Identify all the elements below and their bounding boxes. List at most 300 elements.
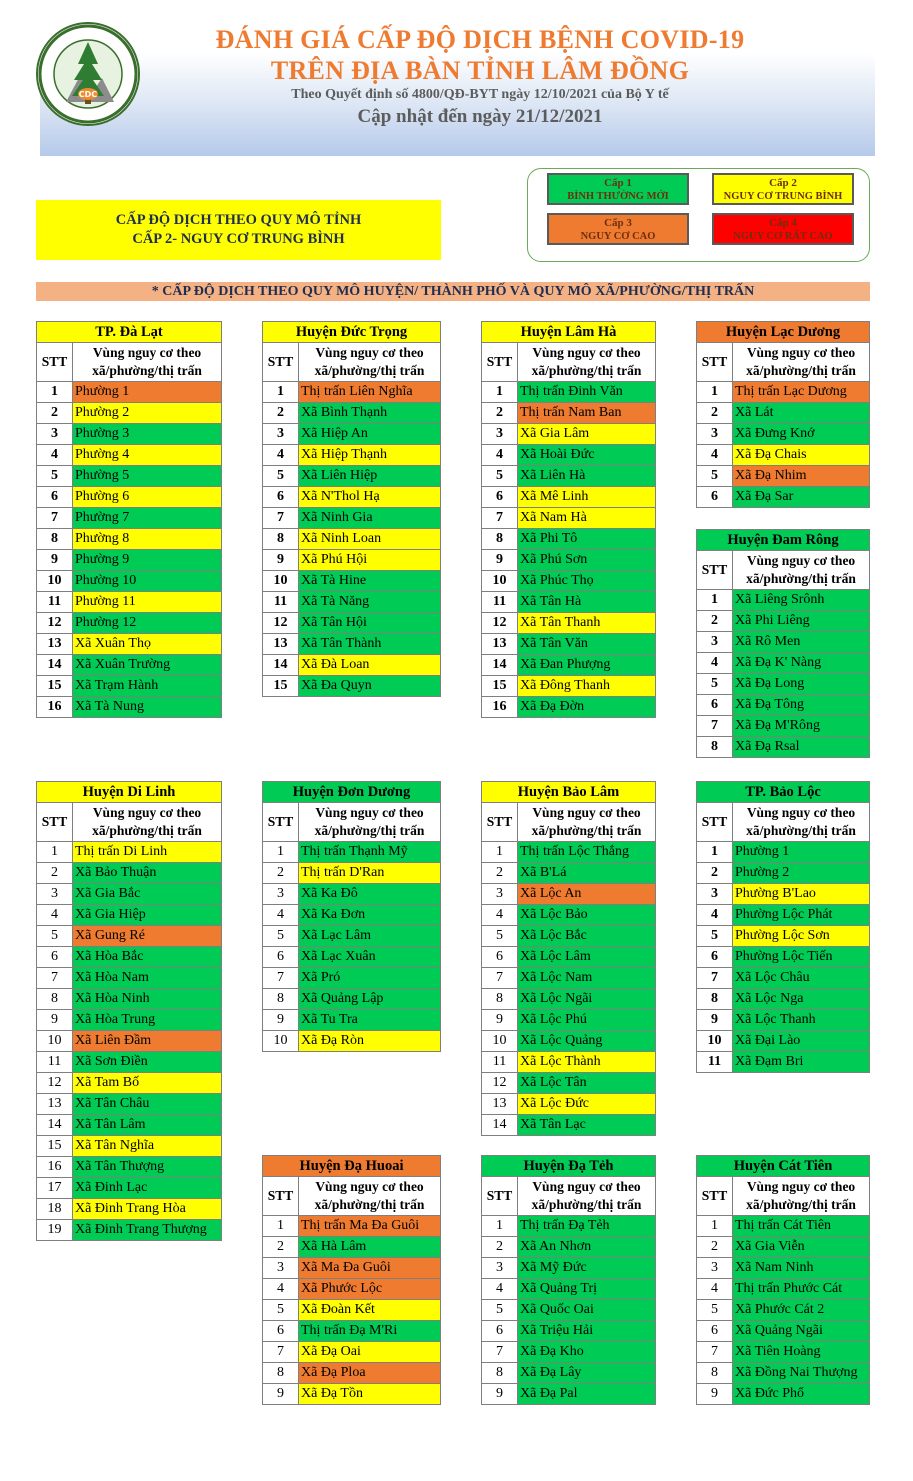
row-number: 3	[482, 424, 518, 445]
row-number: 8	[482, 529, 518, 550]
table-row	[697, 989, 870, 1010]
row-number: 15	[37, 1136, 73, 1157]
district-1-table	[36, 321, 222, 718]
commune-name: Xã Gung Ré	[73, 926, 222, 947]
table-row	[482, 1115, 656, 1136]
row-number: 2	[482, 1237, 518, 1258]
table-row	[263, 842, 441, 863]
commune-name: Xã Phước Cát 2	[733, 1300, 870, 1321]
table-row	[482, 863, 656, 884]
district-5-table	[696, 529, 870, 758]
row-number: 3	[482, 1258, 518, 1279]
stt-header: STT	[697, 803, 733, 842]
commune-name: Phường 9	[73, 550, 222, 571]
stt-header: STT	[263, 803, 299, 842]
table-row	[263, 926, 441, 947]
commune-name: Thị trấn D'Ran	[299, 863, 441, 884]
area-header	[518, 803, 656, 842]
row-number: 9	[482, 1384, 518, 1405]
table-row	[482, 1363, 656, 1384]
commune-name: Xã Lộc Tân	[518, 1073, 656, 1094]
commune-name: Xã Đông Thanh	[518, 676, 656, 697]
commune-name: Xã Phú Sơn	[518, 550, 656, 571]
district-3-name: Huyện Lâm Hà	[482, 322, 656, 343]
legend-level-4-desc: NGUY CƠ RẤT CAO	[733, 231, 833, 242]
district-11-table	[481, 1155, 656, 1405]
table-row	[697, 466, 870, 487]
row-number: 3	[697, 424, 733, 445]
commune-name: Xã Lộc Phú	[518, 1010, 656, 1031]
legend-level-1	[547, 173, 689, 205]
table-row	[697, 382, 870, 403]
table-row	[263, 905, 441, 926]
commune-name: Xã Hòa Bắc	[73, 947, 222, 968]
row-number: 15	[482, 676, 518, 697]
area-header-line-1: Vùng nguy cơ theo	[92, 345, 202, 360]
row-number: 11	[37, 1052, 73, 1073]
row-number: 6	[482, 1321, 518, 1342]
row-number: 5	[263, 1300, 299, 1321]
row-number: 11	[37, 592, 73, 613]
row-number: 8	[263, 1363, 299, 1384]
table-row	[482, 382, 656, 403]
row-number: 10	[482, 571, 518, 592]
stt-header: STT	[263, 343, 299, 382]
row-number: 5	[697, 674, 733, 695]
table-row	[263, 968, 441, 989]
row-number: 1	[482, 382, 518, 403]
row-number: 9	[697, 1010, 733, 1031]
row-number: 13	[37, 634, 73, 655]
area-header-line-1: Vùng nguy cơ theo	[746, 553, 856, 568]
row-number: 6	[697, 487, 733, 508]
commune-name: Xã Đạ Tông	[733, 695, 870, 716]
row-number: 14	[482, 1115, 518, 1136]
commune-name: Xã Liên Hiệp	[299, 466, 441, 487]
table-row	[697, 695, 870, 716]
commune-name: Xã Tân Văn	[518, 634, 656, 655]
commune-name: Xã Ka Đô	[299, 884, 441, 905]
table-row	[482, 1384, 656, 1405]
commune-name: Xã Đạ M'Rông	[733, 716, 870, 737]
commune-name: Xã Đạ Kho	[518, 1342, 656, 1363]
row-number: 4	[37, 905, 73, 926]
row-number: 14	[37, 655, 73, 676]
table-row	[697, 632, 870, 653]
commune-name: Xã An Nhơn	[518, 1237, 656, 1258]
row-number: 15	[37, 676, 73, 697]
table-row	[482, 613, 656, 634]
row-number: 2	[697, 611, 733, 632]
row-number: 6	[482, 487, 518, 508]
commune-name: Thị trấn Đạ M'Ri	[299, 1321, 441, 1342]
table-row	[482, 697, 656, 718]
row-number: 16	[482, 697, 518, 718]
stt-header: STT	[697, 1177, 733, 1216]
commune-name: Xã Ninh Loan	[299, 529, 441, 550]
commune-name: Xã Đa Quyn	[299, 676, 441, 697]
table-row	[37, 1220, 222, 1241]
table-row	[697, 716, 870, 737]
commune-name: Thị trấn Thạnh Mỹ	[299, 842, 441, 863]
row-number: 10	[37, 571, 73, 592]
legend-level-4-label: Cấp 4	[769, 217, 797, 229]
table-row	[697, 926, 870, 947]
stt-header: STT	[263, 1177, 299, 1216]
commune-name: Xã Hoài Đức	[518, 445, 656, 466]
stt-header: STT	[482, 343, 518, 382]
row-number: 8	[697, 737, 733, 758]
row-number: 12	[263, 613, 299, 634]
district-3-table	[481, 321, 656, 718]
table-row	[697, 1363, 870, 1384]
row-number: 7	[697, 1342, 733, 1363]
commune-name: Phường 6	[73, 487, 222, 508]
row-number: 2	[37, 863, 73, 884]
commune-name: Xã Lộc Đức	[518, 1094, 656, 1115]
commune-name: Xã Đoàn Kết	[299, 1300, 441, 1321]
table-row	[37, 863, 222, 884]
commune-name: Xã Xuân Thọ	[73, 634, 222, 655]
table-row	[263, 1363, 441, 1384]
table-row	[37, 571, 222, 592]
area-header-line-2: xã/phường/thị trấn	[92, 823, 202, 838]
row-number: 14	[482, 655, 518, 676]
area-header	[73, 343, 222, 382]
row-number: 11	[697, 1052, 733, 1073]
table-row	[697, 863, 870, 884]
row-number: 7	[697, 968, 733, 989]
commune-name: Phường Lộc Phát	[733, 905, 870, 926]
row-number: 6	[263, 947, 299, 968]
table-row	[482, 884, 656, 905]
row-number: 7	[263, 968, 299, 989]
table-row	[482, 676, 656, 697]
row-number: 3	[263, 1258, 299, 1279]
commune-name: Xã Bình Thạnh	[299, 403, 441, 424]
commune-name: Xã Phi Tô	[518, 529, 656, 550]
row-number: 6	[263, 487, 299, 508]
row-number: 8	[482, 989, 518, 1010]
commune-name: Xã Trạm Hành	[73, 676, 222, 697]
row-number: 7	[482, 1342, 518, 1363]
table-row	[482, 968, 656, 989]
table-row	[37, 842, 222, 863]
commune-name: Xã Nam Ninh	[733, 1258, 870, 1279]
cdc-logo	[36, 22, 140, 126]
row-number: 5	[697, 926, 733, 947]
commune-name: Thị trấn Ma Đa Guôi	[299, 1216, 441, 1237]
row-number: 1	[263, 1216, 299, 1237]
table-row	[37, 1010, 222, 1031]
table-row	[482, 403, 656, 424]
cdc-logo-icon	[38, 24, 138, 124]
table-row	[37, 613, 222, 634]
commune-name: Xã Lộc Bảo	[518, 905, 656, 926]
commune-name: Xã Đinh Trang Hòa	[73, 1199, 222, 1220]
commune-name: Xã Lát	[733, 403, 870, 424]
row-number: 4	[263, 905, 299, 926]
commune-name: Phường 12	[73, 613, 222, 634]
area-header	[518, 343, 656, 382]
area-header-line-2: xã/phường/thị trấn	[531, 363, 642, 378]
commune-name: Xã Lộc Ngãi	[518, 989, 656, 1010]
row-number: 4	[482, 905, 518, 926]
commune-name: Phường 2	[733, 863, 870, 884]
row-number: 1	[697, 382, 733, 403]
commune-name: Phường 2	[73, 403, 222, 424]
commune-name: Phường 1	[73, 382, 222, 403]
area-header-line-2: xã/phường/thị trấn	[314, 1197, 425, 1212]
row-number: 11	[482, 592, 518, 613]
area-header-line-1: Vùng nguy cơ theo	[532, 345, 641, 360]
commune-name: Xã Đà Loan	[299, 655, 441, 676]
table-row	[482, 1216, 656, 1237]
table-row	[37, 1031, 222, 1052]
row-number: 5	[263, 466, 299, 487]
commune-name: Xã Đạ Đờn	[518, 697, 656, 718]
commune-name: Xã Tân Thượng	[73, 1157, 222, 1178]
area-header-line-1: Vùng nguy cơ theo	[746, 1179, 856, 1194]
row-number: 1	[263, 842, 299, 863]
row-number: 13	[37, 1094, 73, 1115]
table-row	[37, 1115, 222, 1136]
table-row	[37, 529, 222, 550]
district-9-name: TP. Bảo Lộc	[697, 782, 870, 803]
commune-name: Xã Ma Đa Guôi	[299, 1258, 441, 1279]
table-row	[697, 947, 870, 968]
district-2-table	[262, 321, 441, 697]
row-number: 11	[482, 1052, 518, 1073]
table-row	[263, 863, 441, 884]
row-number: 3	[263, 424, 299, 445]
commune-name: Xã Đạm Bri	[733, 1052, 870, 1073]
area-header-line-1: Vùng nguy cơ theo	[746, 805, 856, 820]
commune-name: Xã Đức Phổ	[733, 1384, 870, 1405]
row-number: 17	[37, 1178, 73, 1199]
table-row	[482, 1094, 656, 1115]
table-row	[37, 989, 222, 1010]
commune-name: Thị trấn Phước Cát	[733, 1279, 870, 1300]
row-number: 16	[37, 697, 73, 718]
table-row	[37, 905, 222, 926]
row-number: 1	[37, 842, 73, 863]
row-number: 16	[37, 1157, 73, 1178]
row-number: 7	[37, 968, 73, 989]
commune-name: Xã Quảng Ngãi	[733, 1321, 870, 1342]
commune-name: Xã Mỹ Đức	[518, 1258, 656, 1279]
row-number: 13	[263, 634, 299, 655]
updated-date: Cập nhật đến ngày 21/12/2021	[357, 106, 603, 127]
row-number: 10	[482, 1031, 518, 1052]
commune-name: Xã Xuân Trường	[73, 655, 222, 676]
decision-text: Theo Quyết định số 4800/QĐ-BYT ngày 12/10/2021 của Bộ Y tế	[291, 87, 669, 102]
area-header-line-1: Vùng nguy cơ theo	[532, 805, 641, 820]
row-number: 4	[263, 445, 299, 466]
commune-name: Phường 4	[73, 445, 222, 466]
area-header	[733, 343, 870, 382]
legend-level-2-desc: NGUY CƠ TRUNG BÌNH	[723, 191, 843, 202]
commune-name: Xã Tân Thanh	[518, 613, 656, 634]
commune-name: Xã Đưng Knớ	[733, 424, 870, 445]
table-row	[263, 1031, 441, 1052]
district-9-table	[696, 781, 870, 1073]
commune-name: Xã Lộc Quảng	[518, 1031, 656, 1052]
row-number: 8	[697, 1363, 733, 1384]
table-row	[482, 445, 656, 466]
district-7-table	[262, 781, 441, 1052]
row-number: 15	[263, 676, 299, 697]
row-number: 9	[482, 1010, 518, 1031]
table-row	[37, 697, 222, 718]
table-row	[263, 403, 441, 424]
district-10-name: Huyện Đạ Huoai	[263, 1156, 441, 1177]
commune-name: Xã Đạ Nhim	[733, 466, 870, 487]
row-number: 3	[37, 424, 73, 445]
commune-name: Xã Hòa Trung	[73, 1010, 222, 1031]
table-row	[263, 382, 441, 403]
table-row	[482, 634, 656, 655]
row-number: 3	[697, 1258, 733, 1279]
table-row	[482, 842, 656, 863]
row-number: 7	[263, 1342, 299, 1363]
commune-name: Xã Lộc Nam	[518, 968, 656, 989]
area-header	[299, 1177, 441, 1216]
stt-header: STT	[697, 343, 733, 382]
commune-name: Thị trấn Đinh Văn	[518, 382, 656, 403]
row-number: 2	[482, 403, 518, 424]
commune-name: Xã Tân Châu	[73, 1094, 222, 1115]
commune-name: Xã Phúc Thọ	[518, 571, 656, 592]
commune-name: Xã Quốc Oai	[518, 1300, 656, 1321]
table-row	[482, 1052, 656, 1073]
row-number: 19	[37, 1220, 73, 1241]
commune-name: Xã Đạ Rsal	[733, 737, 870, 758]
commune-name: Xã Liêng Srônh	[733, 590, 870, 611]
commune-name: Xã Ninh Gia	[299, 508, 441, 529]
commune-name: Xã Đạ Sar	[733, 487, 870, 508]
table-row	[37, 1178, 222, 1199]
commune-name: Xã Lộc Lâm	[518, 947, 656, 968]
area-header-line-2: xã/phường/thị trấn	[746, 571, 856, 586]
table-row	[37, 487, 222, 508]
commune-name: Xã Đạ Long	[733, 674, 870, 695]
area-header-line-2: xã/phường/thị trấn	[92, 363, 202, 378]
stt-header: STT	[697, 551, 733, 590]
area-header	[299, 343, 441, 382]
commune-name: Xã Đạ Lây	[518, 1363, 656, 1384]
area-header-line-2: xã/phường/thị trấn	[314, 363, 425, 378]
row-number: 2	[263, 863, 299, 884]
commune-name: Xã Hiệp Thạnh	[299, 445, 441, 466]
table-row	[37, 947, 222, 968]
area-header	[733, 803, 870, 842]
row-number: 7	[263, 508, 299, 529]
row-number: 14	[263, 655, 299, 676]
table-row	[697, 1258, 870, 1279]
table-row	[697, 1237, 870, 1258]
table-row	[37, 968, 222, 989]
district-8-table	[481, 781, 656, 1136]
commune-name: Phường 8	[73, 529, 222, 550]
commune-name: Xã Tà Năng	[299, 592, 441, 613]
commune-name: Xã Tân Hà	[518, 592, 656, 613]
table-row	[697, 1300, 870, 1321]
table-row	[697, 403, 870, 424]
row-number: 14	[37, 1115, 73, 1136]
row-number: 9	[263, 550, 299, 571]
table-row	[482, 508, 656, 529]
commune-name: Xã Đạ Oai	[299, 1342, 441, 1363]
table-row	[697, 1052, 870, 1073]
commune-name: Xã Gia Bắc	[73, 884, 222, 905]
table-row	[697, 487, 870, 508]
stt-header: STT	[37, 343, 73, 382]
legend-level-2-label: Cấp 2	[769, 177, 797, 189]
row-number: 6	[482, 947, 518, 968]
table-row	[482, 1342, 656, 1363]
commune-name: Xã Lạc Xuân	[299, 947, 441, 968]
table-row	[37, 424, 222, 445]
table-row	[37, 1094, 222, 1115]
table-row	[697, 1279, 870, 1300]
commune-name: Xã Lộc Thành	[518, 1052, 656, 1073]
commune-name: Xã Nam Hà	[518, 508, 656, 529]
table-row	[37, 1136, 222, 1157]
table-row	[263, 1010, 441, 1031]
table-row	[263, 1321, 441, 1342]
district-11-name: Huyện Đạ Tẻh	[482, 1156, 656, 1177]
commune-name: Xã Hà Lâm	[299, 1237, 441, 1258]
commune-name: Xã Tân Nghĩa	[73, 1136, 222, 1157]
row-number: 2	[37, 403, 73, 424]
stt-header: STT	[37, 803, 73, 842]
row-number: 9	[37, 1010, 73, 1031]
row-number: 12	[482, 613, 518, 634]
commune-name: Xã Tam Bố	[73, 1073, 222, 1094]
row-number: 5	[482, 466, 518, 487]
commune-name: Xã Liên Hà	[518, 466, 656, 487]
table-row	[263, 571, 441, 592]
row-number: 5	[697, 1300, 733, 1321]
table-row	[697, 737, 870, 758]
legend-level-1-label: Cấp 1	[604, 177, 632, 189]
row-number: 2	[697, 403, 733, 424]
table-row	[37, 1052, 222, 1073]
table-row	[263, 466, 441, 487]
commune-name: Xã Đạ Ploa	[299, 1363, 441, 1384]
row-number: 8	[37, 989, 73, 1010]
row-number: 10	[37, 1031, 73, 1052]
row-number: 2	[263, 1237, 299, 1258]
table-row	[37, 884, 222, 905]
table-row	[37, 1199, 222, 1220]
row-number: 11	[263, 592, 299, 613]
commune-name: Xã Đinh Lạc	[73, 1178, 222, 1199]
district-8-name: Huyện Bảo Lâm	[482, 782, 656, 803]
row-number: 4	[697, 1279, 733, 1300]
table-row	[482, 1031, 656, 1052]
commune-name: Phường Lộc Tiến	[733, 947, 870, 968]
commune-name: Xã Đạ K' Nàng	[733, 653, 870, 674]
commune-name: Xã N'Thol Hạ	[299, 487, 441, 508]
table-row	[263, 508, 441, 529]
area-header	[733, 1177, 870, 1216]
table-row	[263, 1342, 441, 1363]
commune-name: Thị trấn Nam Ban	[518, 403, 656, 424]
commune-name: Xã Lộc Châu	[733, 968, 870, 989]
commune-name: Phường B'Lao	[733, 884, 870, 905]
